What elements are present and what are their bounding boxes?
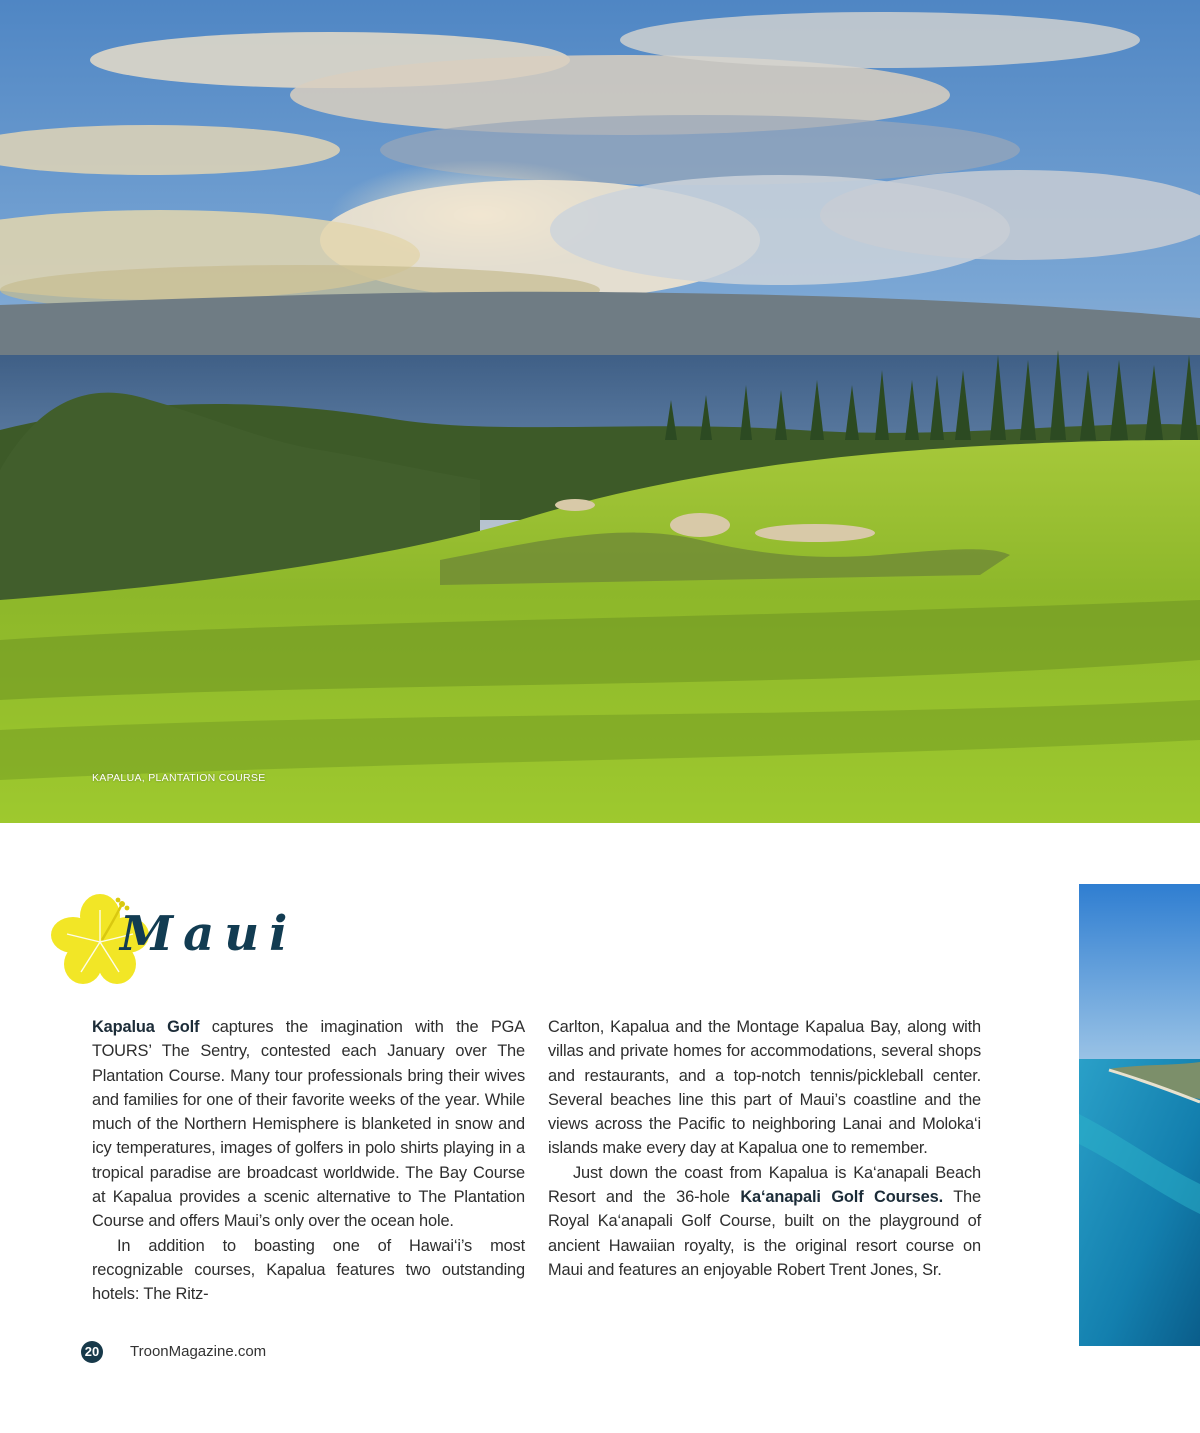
kaanapali-golf-courses-bold: Ka‘anapali Golf Courses. (740, 1188, 943, 1207)
coastline-image (1079, 884, 1200, 1346)
paragraph-3 (548, 1161, 981, 1282)
coastline-photo (1079, 884, 1200, 1346)
article-column-right (548, 1015, 981, 1282)
paragraph-2 (92, 1234, 525, 1307)
page-title: Maui (120, 906, 298, 962)
paragraph-1-text: captures the imagination with the PGA TOURS’ The Sentry, contested each January over The Plantation Course. Many tour professionals bring their wives and families for one of their favorite weeks of the year. While much of the Northern Hemisphere is blanketed in snow and icy temperatures, images of golfers in polo shirts playing in a tropical paradise are broadcast worldwide. The Bay Course at Kapalua provides a scenic alternative to The Plantation Course and offers Maui’s only over the ocean hole. (92, 1018, 525, 1231)
section-heading (45, 890, 345, 990)
paragraph-2-text-start: In addition to boasting one of Hawai‘i’s most recognizable courses, Kapalua features two outstanding hotels: The Ritz- (92, 1236, 525, 1304)
paragraph-2-text-end: Carlton, Kapalua and the Montage Kapalua Bay, along with villas and private homes for accommodations, several shops and restaurants, and a top-notch tennis/pickleball center. Several beaches line this part of Maui’s coastline and the views across the Pacific to neighboring Lanai and Moloka‘i islands make every day at Kapalua one to remember. (548, 1018, 981, 1158)
paragraph-3-text-before: Just down the coast from Kapalua is Ka‘anapali Beach Resort and the 36-hole (548, 1163, 981, 1207)
paragraph-3-text-after: The Royal Ka‘anapali Golf Course, built on the playground of ancient Hawaiian royalty, is the original resort course on Maui and features an enjoyable Robert Trent Jones, Sr. (548, 1188, 981, 1279)
article-column-left (92, 1015, 525, 1307)
paragraph-1 (92, 1015, 525, 1234)
photo-caption: KAPALUA, PLANTATION COURSE (92, 772, 266, 784)
kapalua-golf-lead: Kapalua Golf (92, 1018, 200, 1036)
site-url[interactable]: TroonMagazine.com (130, 1343, 267, 1360)
paragraph-2-continued (548, 1015, 981, 1161)
page-number-badge: 20 (81, 1341, 103, 1363)
